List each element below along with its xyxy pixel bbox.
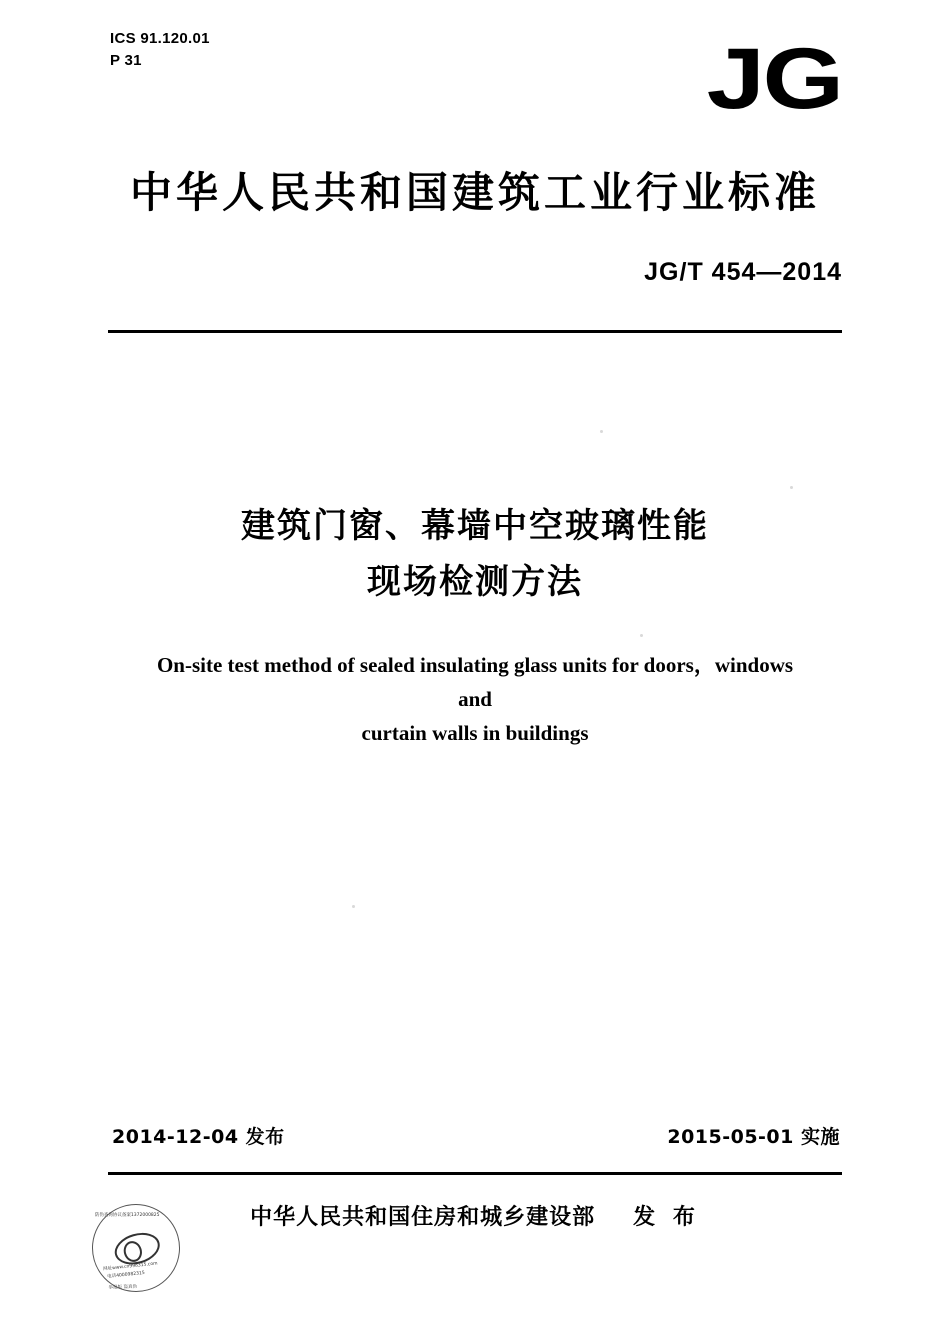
paper-speck <box>790 486 793 489</box>
seal-text-line1: 网址www.cn998315.com <box>102 1261 158 1273</box>
document-title-en-line1: On-site test method of sealed insulating glass units for doors，windows and <box>156 653 794 711</box>
document-title-cn <box>0 498 950 610</box>
standard-number: JG/T 454—2014 <box>644 258 842 286</box>
document-title-en <box>140 648 810 750</box>
seal-text-top: 防伪查询协议备案1372000825 <box>94 1213 160 1219</box>
paper-speck <box>600 430 603 433</box>
issue-date: 2014-12-04 发布 <box>112 1126 285 1148</box>
publisher-name: 中华人民共和国住房和城乡建设部 <box>250 1205 596 1230</box>
paper-speck <box>352 905 355 908</box>
divider-top <box>108 330 842 333</box>
document-title-en-line2: curtain walls in buildings <box>361 721 589 745</box>
classification-code: P 31 <box>110 52 142 69</box>
document-title-cn-line1: 建筑门窗、幕墙中空玻璃性能 <box>241 506 709 546</box>
jg-logo: JG <box>706 31 842 127</box>
publisher-action: 发 布 <box>633 1205 700 1230</box>
ics-code-block <box>110 28 210 72</box>
paper-speck <box>640 634 643 637</box>
effective-date: 2015-05-01 实施 <box>667 1126 840 1148</box>
standard-organization-title: 中华人民共和国建筑工业行业标准 <box>129 168 820 217</box>
document-title-cn-line2: 现场检测方法 <box>367 562 583 602</box>
seal-text-bottom: 举报版 盗真伪 <box>108 1284 138 1291</box>
seal-text-line2: 电话4000982315 <box>107 1270 146 1280</box>
divider-bottom <box>108 1172 842 1175</box>
ics-code: ICS 91.120.01 <box>110 30 210 47</box>
